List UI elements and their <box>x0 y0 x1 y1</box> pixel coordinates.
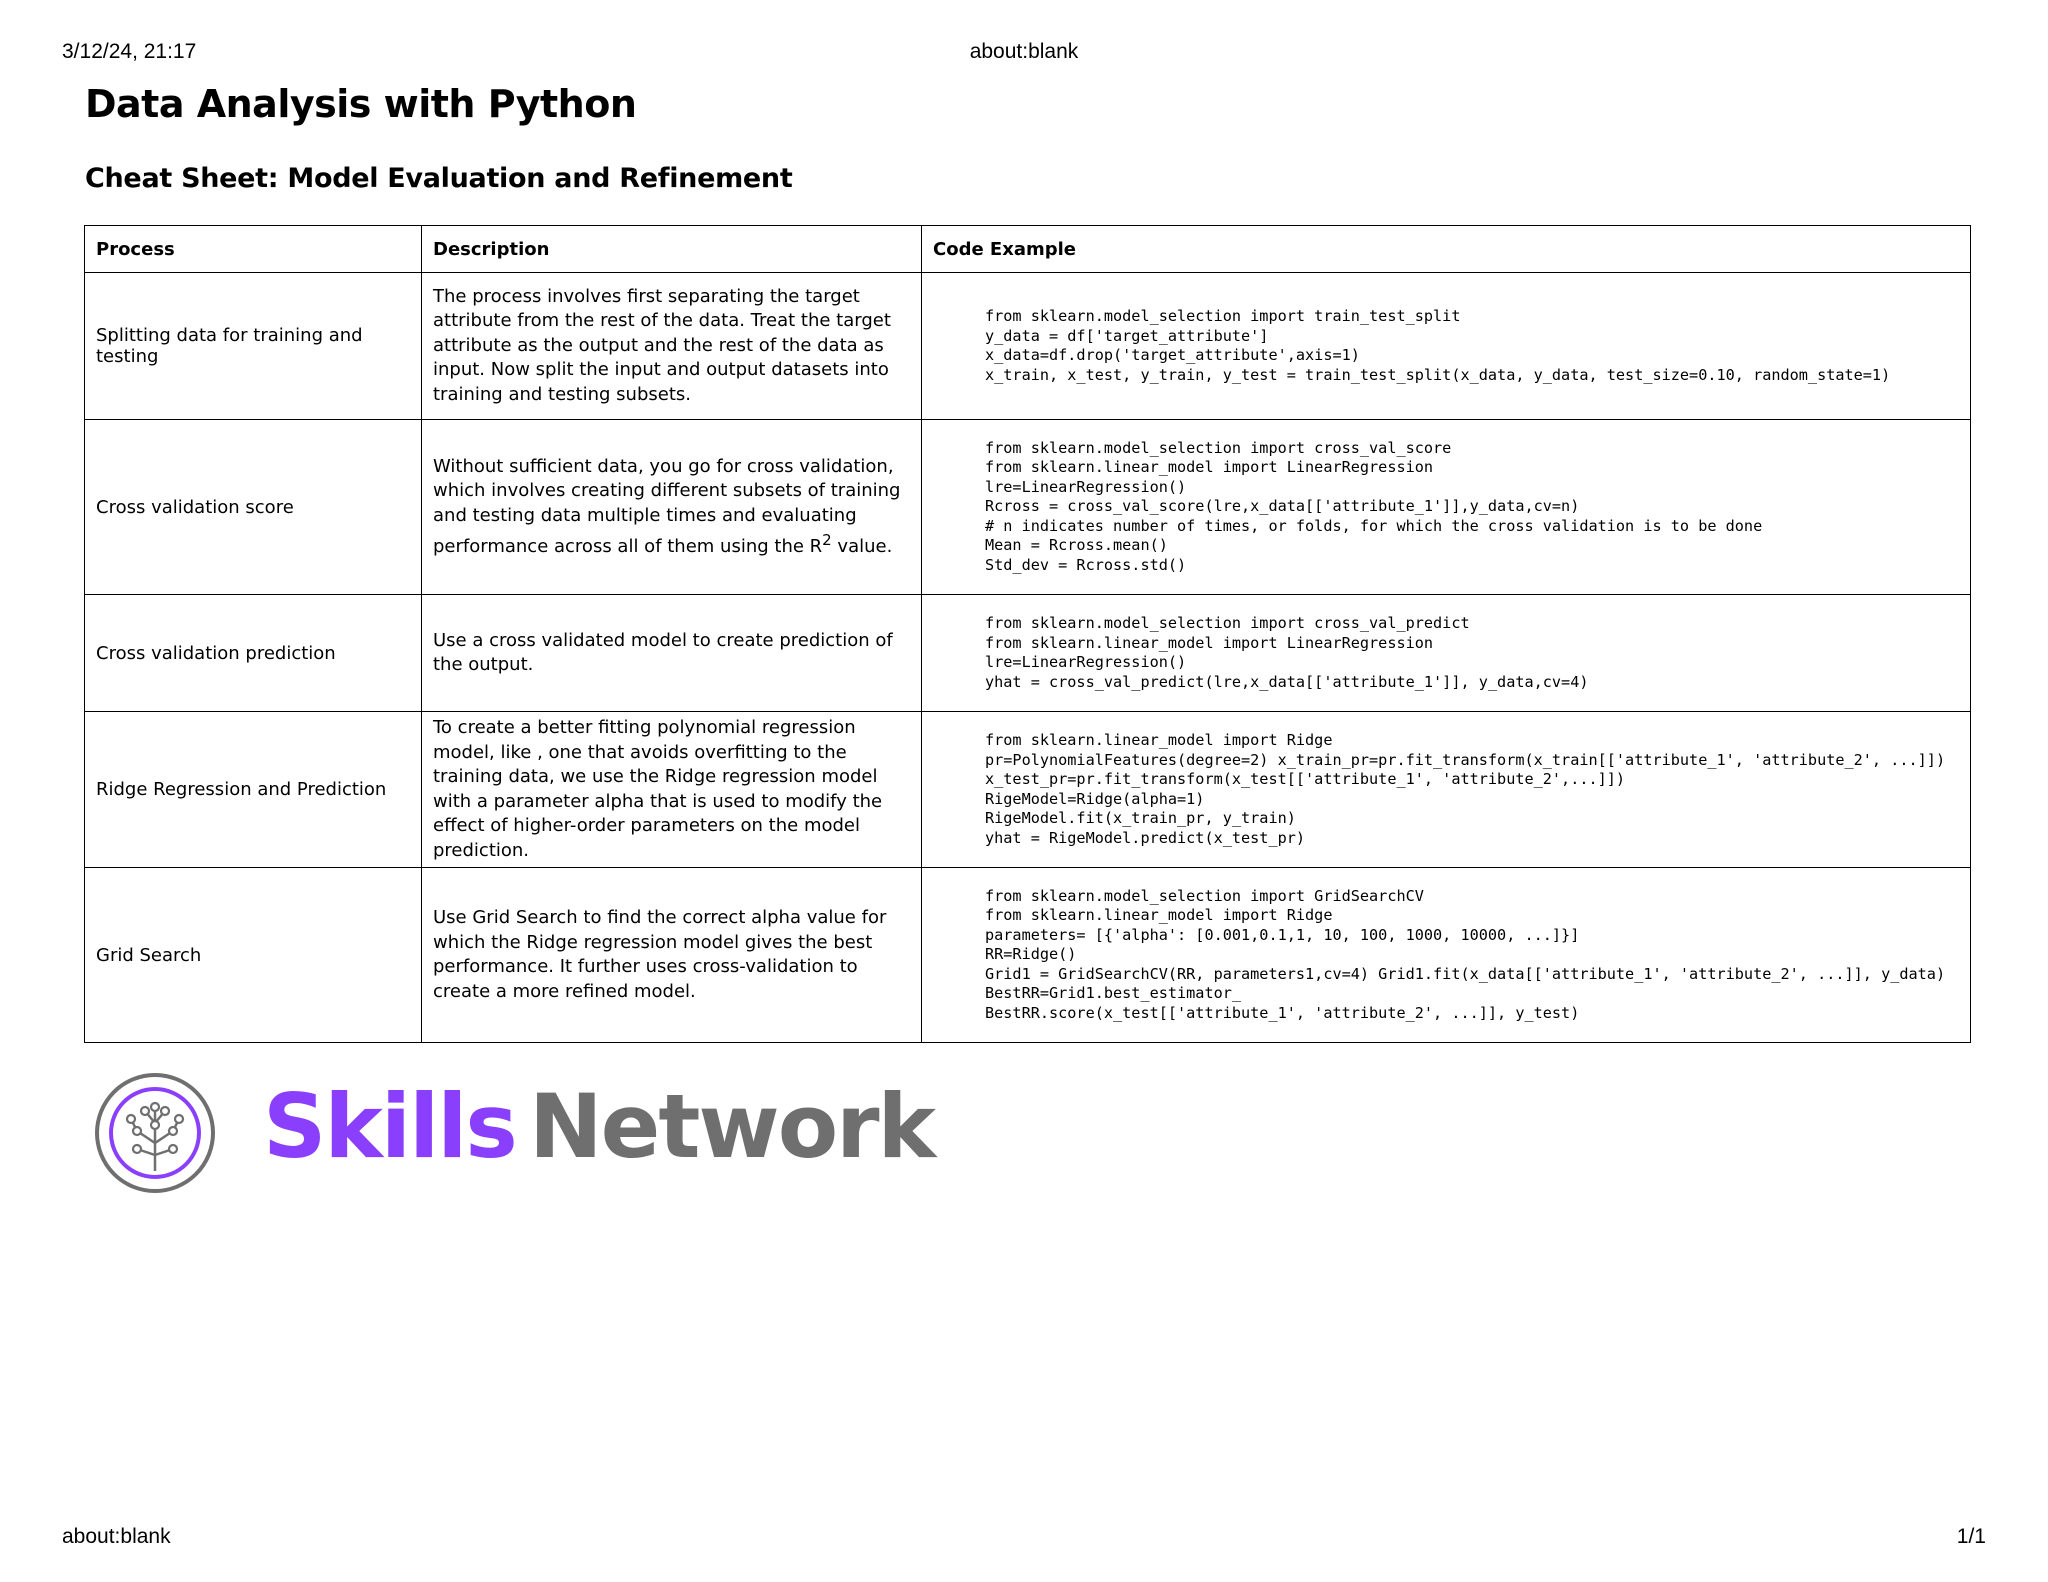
description-cell: To create a better fitting polynomial regression model, like , one that avoids overfitting to the training data, we use the Ridge regression model with a parameter alpha that is used to modify the effect of higher-order parameters on the model prediction. <box>422 712 922 868</box>
code-cell <box>922 273 1971 420</box>
code-cell <box>922 868 1971 1043</box>
print-header-url: about:blank <box>969 40 1079 63</box>
description-cell: Use a cross validated model to create prediction of the output. <box>422 595 922 712</box>
print-datetime: 3/12/24, 21:17 <box>62 40 197 63</box>
code-block: from sklearn.model_selection import train_test_split y_data = df['target_attribute'] x_data=df.drop('target_attribute',axis=1) x_train, x_test, y_train, y_test = train_test_split(x_data, y_data, test_size=0.10, random_state=1) <box>985 307 1891 384</box>
description-cell <box>422 420 922 595</box>
page-count: 1/1 <box>1956 1525 1986 1548</box>
table-row <box>85 273 1971 420</box>
logo-word-network: Network <box>529 1075 935 1178</box>
description-text-end: value. <box>831 536 893 557</box>
header-description: Description <box>422 226 922 273</box>
print-header <box>62 40 1986 64</box>
header-process: Process <box>85 226 422 273</box>
process-cell: Grid Search <box>85 868 422 1043</box>
code-cell <box>922 420 1971 595</box>
superscript-2: 2 <box>822 531 832 549</box>
code-block: from sklearn.linear_model import Ridge pr=PolynomialFeatures(degree=2) x_train_pr=pr.fit_transform(x_train[['attribute_1', 'attribute_2', ...]]) x_test_pr=pr.fit_transform(x_test[['attribute_1', 'attribute_2',...]]) RigeModel=Ridge(alpha=1) RigeModel.fit(x_train_pr, y_train) yhat = RigeModel.predict(x_test_pr) <box>985 731 1946 847</box>
process-cell: Cross validation prediction <box>85 595 422 712</box>
table-row <box>85 420 1971 595</box>
table-row <box>85 712 1971 868</box>
page-subtitle: Cheat Sheet: Model Evaluation and Refinement <box>85 163 793 194</box>
code-block: from sklearn.model_selection import cross_val_score from sklearn.linear_model import LinearRegression lre=LinearRegression() Rcross = cross_val_score(lre,x_data[['attribute_1']],y_data,cv=n) # n indicates number of times, or folds, for which the cross validation is to be done Mean = Rcross.mean() Std_dev = Rcross.std() <box>985 438 1763 574</box>
process-cell: Ridge Regression and Prediction <box>85 712 422 868</box>
process-cell: Splitting data for training and testing <box>85 273 422 420</box>
page-title: Data Analysis with Python <box>85 82 637 126</box>
code-cell <box>922 595 1971 712</box>
process-cell: Cross validation score <box>85 420 422 595</box>
description-cell: Use Grid Search to find the correct alpha value for which the Ridge regression model gives the best performance. It further uses cross-validation to create a more refined model. <box>422 868 922 1043</box>
skills-network-logo <box>93 1071 935 1197</box>
print-footer <box>62 1525 1986 1549</box>
description-text: Without sufficient data, you go for cross validation, which involves creating different subsets of training and testing data multiple times and evaluating performance across all of them using the R <box>433 455 901 557</box>
code-block: from sklearn.model_selection import cross_val_predict from sklearn.linear_model import LinearRegression lre=LinearRegression() yhat = cross_val_predict(lre,x_data[['attribute_1']], y_data,cv=4) <box>985 614 1589 691</box>
logo-word-skills: Skills <box>263 1075 516 1178</box>
cheat-sheet-table <box>84 225 1971 1043</box>
table-header-row <box>85 226 1971 273</box>
header-code-example: Code Example <box>922 226 1971 273</box>
print-footer-url: about:blank <box>62 1525 171 1548</box>
table-row <box>85 868 1971 1043</box>
code-block: from sklearn.model_selection import GridSearchCV from sklearn.linear_model import Ridge parameters= [{'alpha': [0.001,0.1,1, 10, 100, 1000, 10000, ...]}] RR=Ridge() Grid1 = GridSearchCV(RR, parameters1,cv=4) Grid1.fit(x_data[['attribute_1', 'attribute_2', ...]], y_data) BestRR=Grid1.best_estimator_ BestRR.score(x_test[['attribute_1', 'attribute_2', ...]], y_test) <box>985 886 1946 1022</box>
table-row <box>85 595 1971 712</box>
code-cell <box>922 712 1971 868</box>
description-cell: The process involves first separating the target attribute from the rest of the data. Treat the target attribute as the output and the rest of the data as input. Now split the input and output datasets into training and testing subsets. <box>422 273 922 420</box>
skills-network-tree-icon <box>93 1071 217 1195</box>
